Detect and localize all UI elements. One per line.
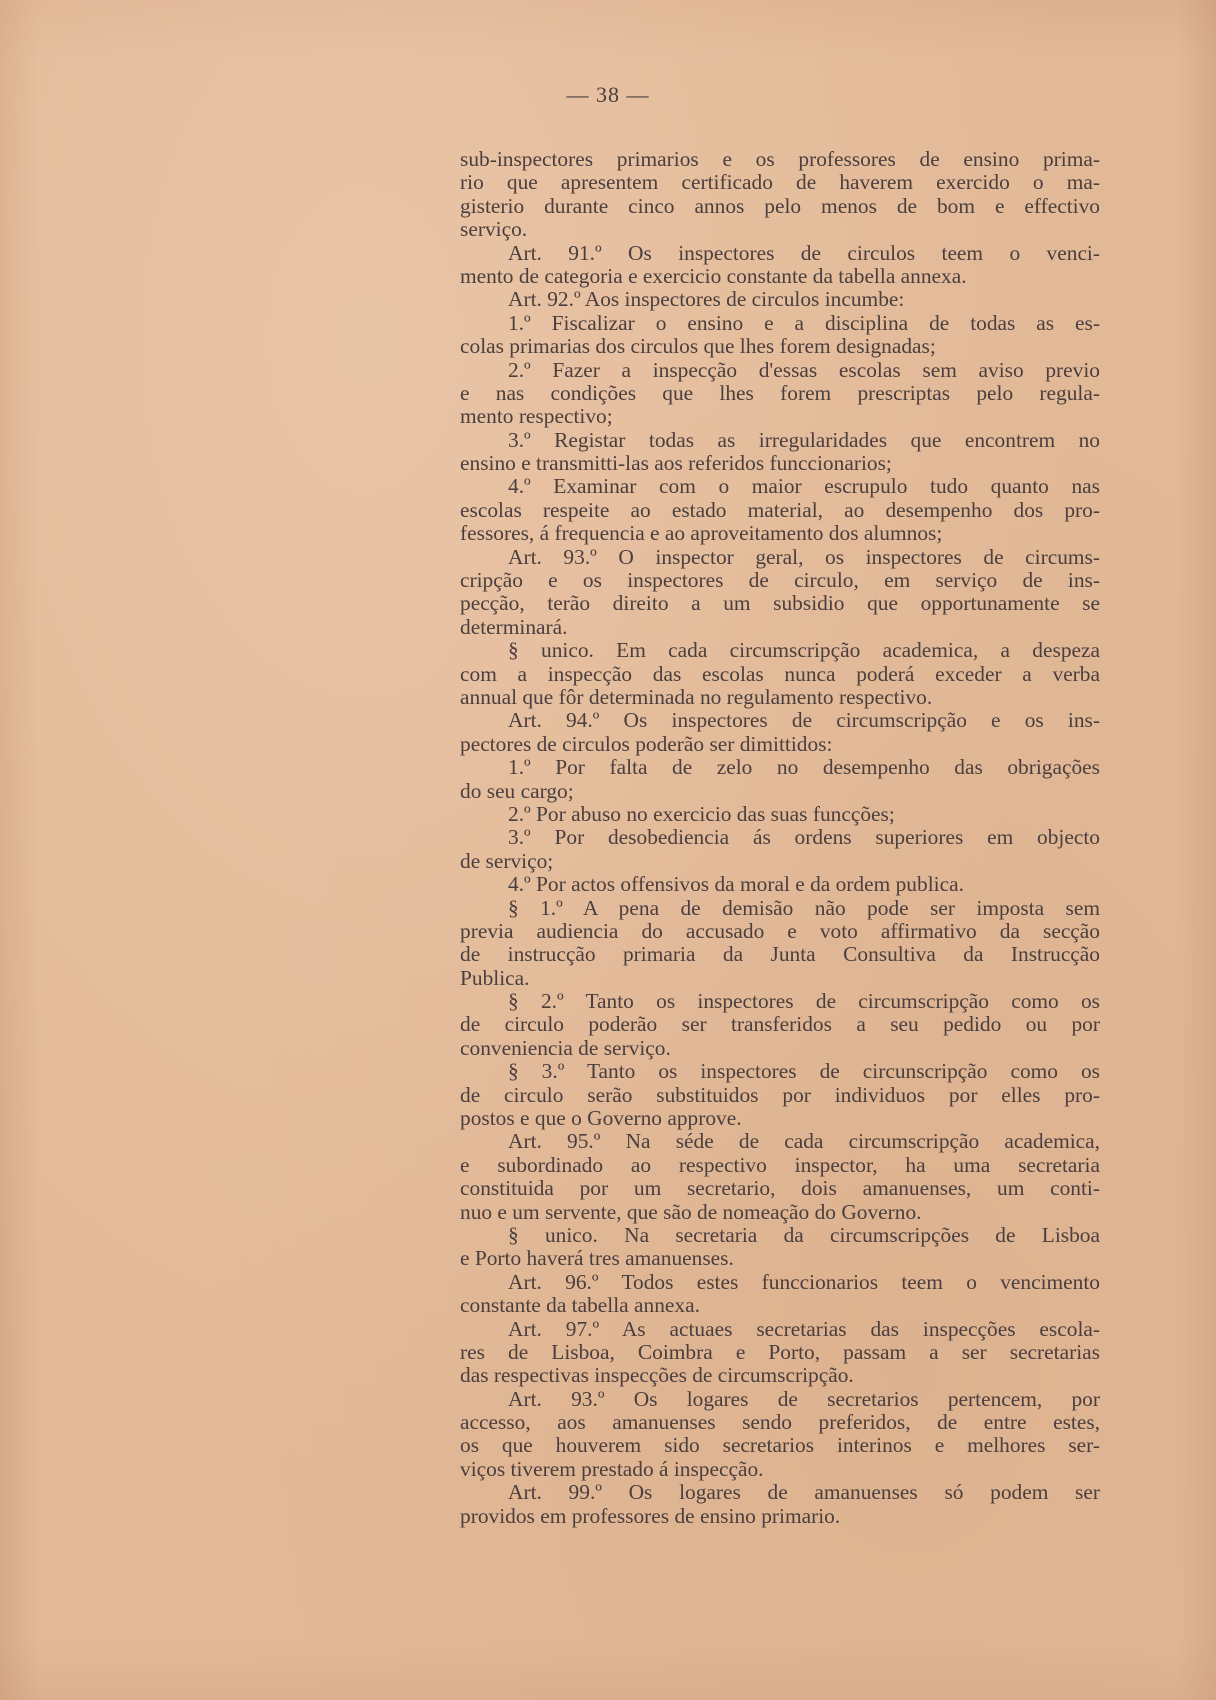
text-line: Art. 93.º O inspector geral, os inspectores de circums- bbox=[508, 544, 1100, 569]
text-line: gisterio durante cinco annos pelo menos de bom e effectivo bbox=[460, 193, 1100, 218]
text-line: de circulo serão substituidos por individuos por elles pro- bbox=[460, 1082, 1100, 1107]
text-line: ensino e transmitti-las aos referidos funccionarios; bbox=[460, 451, 892, 476]
text-line: rio que apresentem certificado de haverem exercido o ma- bbox=[460, 170, 1100, 195]
text-line: Art. 96.º Todos estes funccionarios teem o vencimento bbox=[508, 1269, 1100, 1294]
text-line: colas primarias dos circulos que lhes forem designadas; bbox=[460, 334, 936, 359]
text-line: § 3.º Tanto os inspectores de circunscripção como os bbox=[508, 1059, 1100, 1084]
text-line: postos e que o Governo approve. bbox=[460, 1106, 742, 1131]
text-line: 1.º Fiscalizar o ensino e a disciplina de todas as es- bbox=[508, 310, 1100, 335]
body-text bbox=[460, 148, 1100, 1528]
text-line: nuo e um servente, que são de nomeação do Governo. bbox=[460, 1199, 922, 1224]
text-line: com a inspecção das escolas nunca poderá exceder a verba bbox=[460, 661, 1100, 686]
text-line: do seu cargo; bbox=[460, 778, 574, 803]
text-line: 2.º Por abuso no exercicio das suas funcções; bbox=[508, 801, 895, 826]
text-line: Art. 95.º Na séde de cada circumscripção academica, bbox=[508, 1129, 1100, 1154]
text-line: de serviço; bbox=[460, 848, 554, 873]
text-line: 4.º Examinar com o maior escrupulo tudo quanto nas bbox=[508, 474, 1100, 499]
text-line: mento de categoria e exercicio constante da tabella annexa. bbox=[460, 263, 967, 288]
text-line: 4.º Por actos offensivos da moral e da ordem publica. bbox=[508, 872, 964, 897]
text-line: Art. 92.º Aos inspectores de circulos incumbe: bbox=[508, 287, 905, 312]
text-line: § 1.º A pena de demisão não pode ser imposta sem bbox=[508, 895, 1100, 920]
text-line: Art. 97.º As actuaes secretarias das inspecções escola- bbox=[508, 1316, 1100, 1341]
text-line: sub-inspectores primarios e os professores de ensino prima- bbox=[460, 147, 1100, 171]
text-line: Art. 99.º Os logares de amanuenses só podem ser bbox=[508, 1480, 1100, 1505]
text-line: das respectivas inspecções de circumscripção. bbox=[460, 1363, 854, 1388]
text-line: serviço. bbox=[460, 217, 528, 242]
text-line: 3.º Por desobediencia ás ordens superiores em objecto bbox=[508, 825, 1100, 850]
text-line: de instrucção primaria da Junta Consultiva da Instrucção bbox=[460, 942, 1100, 967]
text-line: viços tiverem prestado á inspecção. bbox=[460, 1456, 764, 1481]
text-line: e subordinado ao respectivo inspector, ha uma secretaria bbox=[460, 1152, 1100, 1177]
text-line: e nas condições que lhes forem prescriptas pelo regula- bbox=[460, 380, 1100, 405]
text-line: pectores de circulos poderão ser dimittidos: bbox=[460, 731, 833, 756]
text-line: os que houverem sido secretarios interinos e melhores ser- bbox=[460, 1433, 1100, 1458]
text-line: 3.º Registar todas as irregularidades que encontrem no bbox=[508, 427, 1100, 452]
text-line: fessores, á frequencia e ao aproveitamento dos alumnos; bbox=[460, 521, 943, 546]
text-line: pecção, terão direito a um subsidio que opportunamente se bbox=[460, 591, 1100, 616]
text-line: conveniencia de serviço. bbox=[460, 1035, 671, 1060]
text-line: Art. 94.º Os inspectores de circumscripção e os ins- bbox=[508, 708, 1100, 733]
text-line: Art. 91.º Os inspectores de circulos teem o venci- bbox=[508, 240, 1100, 265]
text-line: escolas respeite ao estado material, ao desempenho dos pro- bbox=[460, 497, 1100, 522]
text-line: annual que fôr determinada no regulamento respectivo. bbox=[460, 684, 933, 709]
text-line: mento respectivo; bbox=[460, 404, 613, 429]
text-line: cripção e os inspectores de circulo, em serviço de ins- bbox=[460, 568, 1100, 593]
text-line: 2.º Fazer a inspecção d'essas escolas sem aviso previo bbox=[508, 357, 1100, 382]
text-line: accesso, aos amanuenses sendo preferidos, de entre estes, bbox=[460, 1410, 1100, 1435]
text-line: Art. 93.º Os logares de secretarios pertencem, por bbox=[508, 1386, 1100, 1411]
text-line: e Porto haverá tres amanuenses. bbox=[460, 1246, 734, 1271]
text-line: previa audiencia do accusado e voto affirmativo da secção bbox=[460, 918, 1100, 943]
text-line: constituida por um secretario, dois amanuenses, um conti- bbox=[460, 1176, 1100, 1201]
text-line: determinará. bbox=[460, 614, 568, 639]
text-line: providos em professores de ensino primario. bbox=[460, 1503, 841, 1528]
text-line: § 2.º Tanto os inspectores de circumscripção como os bbox=[508, 989, 1100, 1014]
text-line: § unico. Em cada circumscripção academica, a despeza bbox=[508, 638, 1100, 663]
text-line: constante da tabella annexa. bbox=[460, 1293, 700, 1318]
text-line: res de Lisboa, Coimbra e Porto, passam a ser secretarias bbox=[460, 1339, 1100, 1364]
text-line: § unico. Na secretaria da circumscripções de Lisboa bbox=[508, 1222, 1100, 1247]
text-line: de circulo poderão ser transferidos a seu pedido ou por bbox=[460, 1012, 1100, 1037]
text-line: Publica. bbox=[460, 965, 530, 990]
page-number: — 38 — bbox=[566, 82, 650, 107]
text-line: 1.º Por falta de zelo no desempenho das obrigações bbox=[508, 755, 1100, 780]
